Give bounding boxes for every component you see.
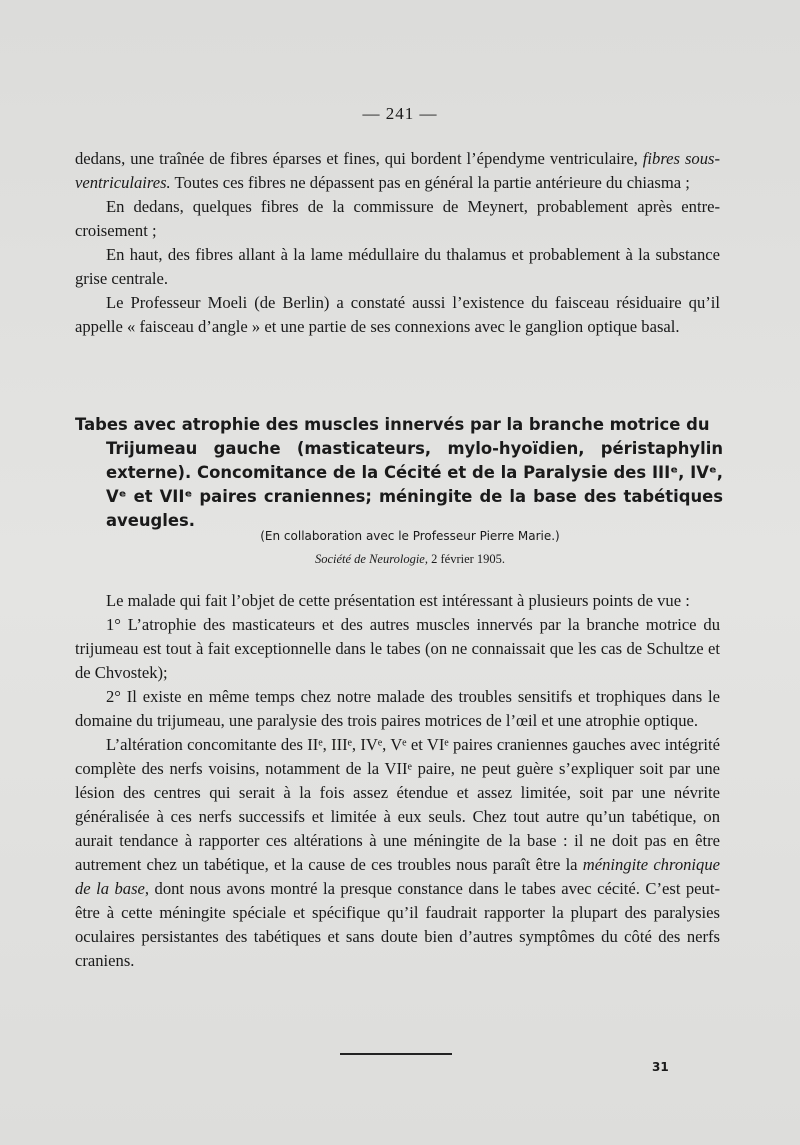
sheet-number: 31	[652, 1060, 669, 1074]
body-text-bottom	[75, 589, 720, 973]
paragraph: Le malade qui fait l’objet de cette présentation est intéressant à plusieurs points de vue :	[106, 591, 690, 610]
page-number: — 241 —	[362, 104, 438, 123]
paragraph: Le Professeur Moeli (de Berlin) a constaté aussi l’existence du faisceau résiduaire qu’il appelle « faisceau d’angle » et une partie de ses connexions avec le ganglion optique basal.	[75, 293, 720, 336]
paragraph-continuation	[75, 147, 720, 195]
paragraph: 2° Il existe en même temps chez notre malade des troubles sensitifs et trophiques dans le domaine du trijumeau, une paralysie des trois paires motrices de l’œil et une atrophie optique.	[75, 687, 720, 730]
paragraph-text: , dont nous avons montré la presque constance dans le tabes avec cécité. C’est peut-être à cette méningite spéciale et spécifique qu’il faudrait rapporter la plupart des paralysies oculaires persistantes des tabétiques et sans doute bien d’autres symptômes du côté des nerfs craniens.	[75, 879, 720, 970]
section-heading	[75, 413, 723, 533]
body-text-top	[75, 147, 720, 339]
paragraph	[75, 733, 720, 973]
source-journal: Société de Neurologie,	[314, 552, 428, 566]
source-citation	[210, 550, 610, 568]
emphasis-text: méningite chronique de la base	[75, 855, 720, 898]
horizontal-rule	[340, 1053, 452, 1055]
paragraph: 1° L’atrophie des masticateurs et des autres muscles innervés par la branche motrice du trijumeau est tout à fait exceptionnelle dans le tabes (on ne connaissait que les cas de Schultze et de Chvostek);	[75, 615, 720, 682]
heading-line-first: Tabes avec atrophie des muscles innervés par la branche motrice du	[75, 415, 710, 434]
collaboration-note: (En collaboration avec le Professeur Pierre Marie.)	[260, 529, 560, 543]
emphasis-text: fibres sous-ventriculaires.	[75, 149, 720, 192]
paragraph: En dedans, quelques fibres de la commissure de Meynert, probablement après entre-croisement ;	[75, 197, 720, 240]
heading-line-rest: Trijumeau gauche (masticateurs, mylo-hyoïdien, péristaphylin externe). Concomitance de la Cécité et de la Paralysie des IIIᵉ, IVᵉ, Vᵉ et VIIᵉ paires craniennes; méningite de la base des tabétiques aveugles.	[106, 439, 723, 530]
paragraph-text: dedans, une traînée de fibres éparses et fines, qui bordent l’épendyme ventriculaire,	[75, 149, 643, 168]
paragraph: En haut, des fibres allant à la lame médullaire du thalamus et probablement à la substance grise centrale.	[75, 245, 720, 288]
paragraph-text: Toutes ces fibres ne dépassent pas en général la partie antérieure du chiasma ;	[170, 173, 690, 192]
paragraph-text: L’altération concomitante des IIᵉ, IIIᵉ, IVᵉ, Vᵉ et VIᵉ paires craniennes gauches avec intégrité complète des nerfs voisins, notamment de la VIIᵉ paire, ne peut guère s’expliquer soit par une lésion des centres qui serait à la fois assez étendue et assez limitée, soit par une névrite généralisée à ces nerfs successifs et limitée à eux seuls. Chez tout autre qu’un tabétique, on aurait tendance à rapporter ces altérations à une méningite de la base : il ne doit pas en être autrement chez un tabétique, et la cause de ces troubles nous paraît être la	[75, 735, 720, 874]
source-date: 2 février 1905.	[427, 552, 506, 566]
